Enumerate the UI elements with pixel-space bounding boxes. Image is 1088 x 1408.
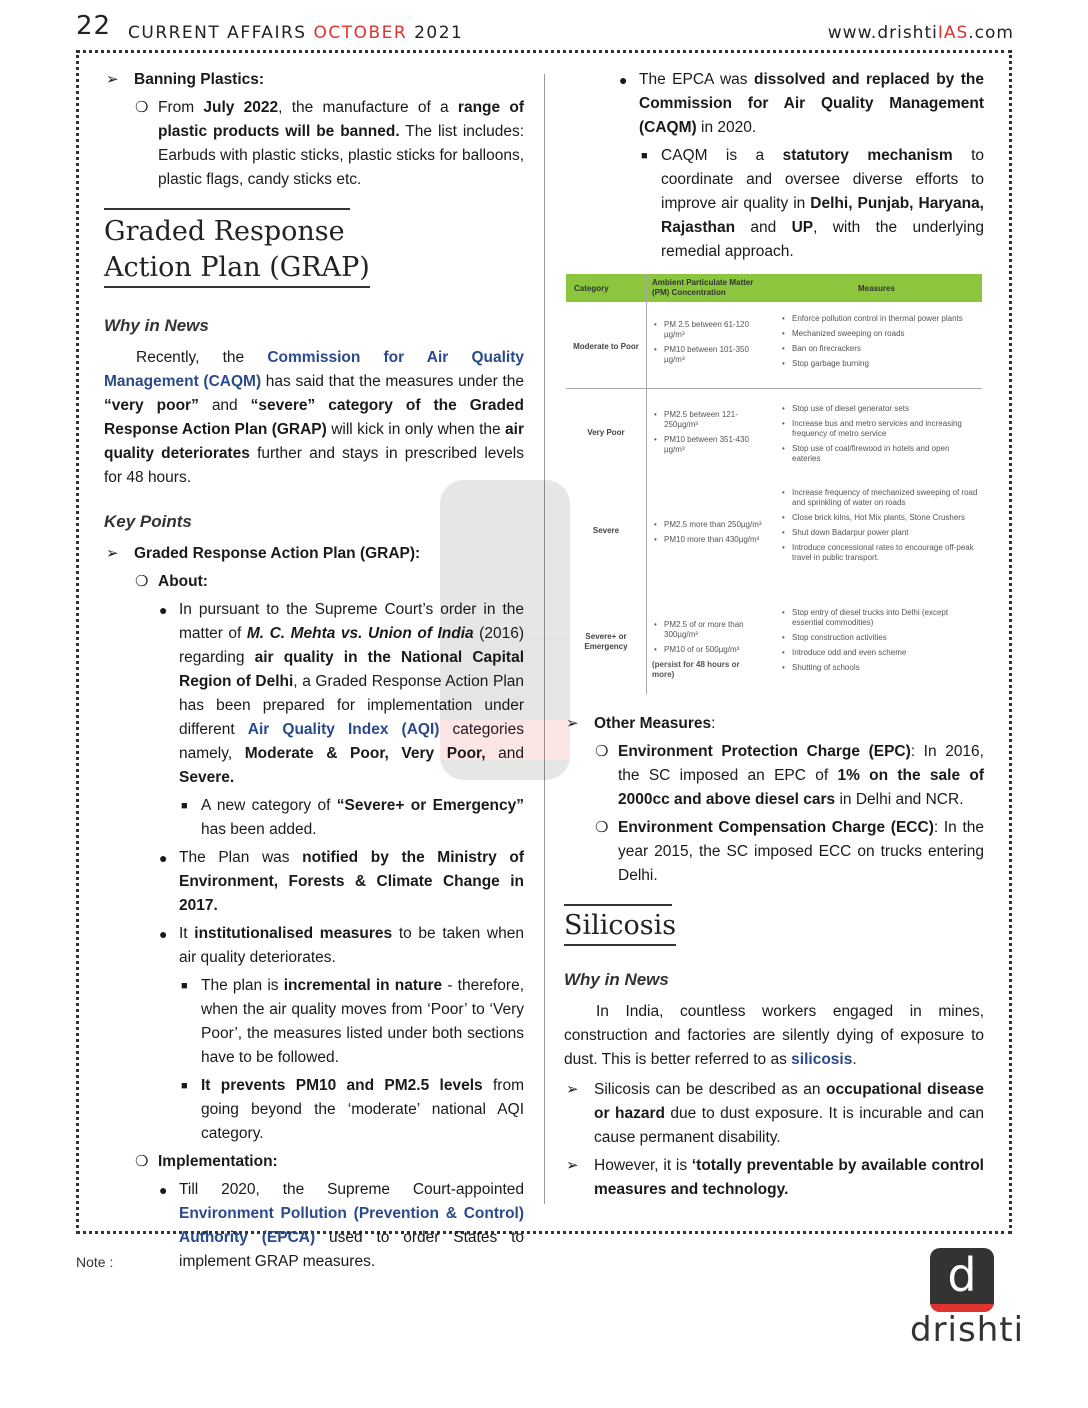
list-item: ● In pursuant to the Supreme Court’s order in the matter of M. C. Mehta vs. Union of India (2016) regarding air quality in the National Capital Region of Delhi, a Graded Response Action Plan has been prepared for implementation under different Air Quality Index (AQI) categories namely, Moderate & Poor, Very Poor, and Severe. (104, 598, 524, 790)
arrow-bullet-icon: ➢ (106, 545, 119, 562)
table-header-category: Category (574, 284, 609, 293)
column-divider (544, 74, 545, 1204)
table-row: Severe • PM2.5 more than 250µg/m³ • PM10 more than 430µg/m³ • Increase frequency of mechanized sweeping of road and sprinkling of water on roads • Close brick kilns, Hot Mix plants, Stone Crushers • Shut down Badarpur power plant • Introduce concessional rates to encourage off-peak travel in public transport. (566, 488, 982, 578)
why-in-news-paragraph: In India, countless workers engaged in mines, construction and factories are silently dying of exposure to dust. This is better referred to as silicosis. (564, 1003, 984, 1068)
table-header-measures: Measures (858, 284, 895, 293)
note-label: Note : (76, 1254, 114, 1270)
section-rule (104, 208, 350, 210)
circle-bullet-icon: ❍ (595, 743, 609, 760)
list-item: ➢ Banning Plastics: (104, 68, 524, 92)
why-in-news-heading: Why in News (564, 970, 669, 989)
list-item: ■ It prevents PM10 and PM2.5 levels from going beyond the ‘moderate’ national AQI category. (104, 1074, 524, 1146)
arrow-bullet-icon: ➢ (566, 1157, 579, 1174)
grap-table (566, 274, 982, 694)
list-item: ● Till 2020, the Supreme Court-appointed Environment Pollution (Prevention & Control) Authority (EPCA) used to order States to implement GRAP measures. (104, 1178, 524, 1274)
drishti-logo-icon[interactable]: d (930, 1248, 994, 1312)
circle-bullet-icon: ❍ (135, 573, 149, 590)
list-item: ■ The plan is incremental in nature - therefore, when the air quality moves from ‘Poor’ to ‘Very Poor’, the measures listed under both sections have to be followed. (104, 974, 524, 1070)
arrow-bullet-icon: ➢ (566, 715, 579, 732)
table-row: Moderate to Poor • PM 2.5 between 61-120 µg/m³ • PM10 between 101-350 µg/m³ • Enforce pollution control in thermal power plants • Mechanized sweeping on roads • Ban on firecrackers • Stop garbage burning (566, 314, 982, 388)
square-bullet-icon: ■ (641, 150, 648, 162)
circle-bullet-icon: ❍ (135, 1153, 149, 1170)
key-points-heading: Key Points (104, 512, 192, 531)
table-row: Very Poor • PM2.5 between 121-250µg/m³ • PM10 between 351-430 µg/m³ • Stop use of diesel generator sets • Increase bus and metro services and increasing frequency of metro service • Stop use of coal/firewood in hotels and open eateries (566, 404, 982, 476)
square-bullet-icon: ■ (181, 1080, 188, 1092)
square-bullet-icon: ■ (181, 800, 188, 812)
dot-bullet-icon: ● (159, 926, 168, 942)
list-item: ● The EPCA was dissolved and replaced by the Commission for Air Quality Management (CAQM) in 2020. (564, 68, 984, 140)
list-item: ➢ Graded Response Action Plan (GRAP): (104, 542, 524, 566)
dot-bullet-icon: ● (159, 1182, 168, 1198)
list-item: ● The Plan was notified by the Ministry of Environment, Forests & Climate Change in 2017. (104, 846, 524, 918)
right-column-top (564, 68, 984, 268)
arrow-bullet-icon: ➢ (106, 71, 119, 88)
list-item: ➢ However, it is ‘totally preventable by available control measures and technology. (564, 1154, 984, 1202)
page-header (74, 11, 1014, 44)
right-column-bottom (564, 712, 984, 1206)
section-title-grap: Graded Response Action Plan (GRAP) (104, 214, 524, 288)
table-row: Severe+ or Emergency • PM2.5 of or more than 300µg/m³ • PM10 of or 500µg/m³ (persist for 48 hours or more) • Stop entry of diesel trucks into Delhi (except essential commodities) • Stop construction activities • Introduce odd and even scheme • Shutting of schools (566, 608, 982, 692)
list-item: ■ CAQM is a statutory mechanism to coordinate and oversee diverse efforts to improve air quality in Delhi, Punjab, Haryana, Rajasthan and UP, with the underlying remedial approach. (564, 144, 984, 264)
left-column (104, 68, 524, 1278)
why-in-news-paragraph: Recently, the Commission for Air Quality Management (CAQM) has said that the measures under the “very poor” and “severe” category of the Graded Response Action Plan (GRAP) will kick in only when the air quality deteriorates further and stays in prescribed levels for 48 hours. (104, 349, 525, 486)
dot-bullet-icon: ● (159, 602, 168, 618)
arrow-bullet-icon: ➢ (566, 1081, 579, 1098)
square-bullet-icon: ■ (181, 980, 188, 992)
list-item: ❍ Implementation: (104, 1150, 524, 1174)
list-item: ❍ Environment Compensation Charge (ECC): In the year 2015, the SC imposed ECC on trucks entering Delhi. (564, 816, 984, 888)
header-website[interactable]: www.drishtiIAS.com (827, 23, 1014, 43)
drishti-brand-text: drishti (910, 1310, 1025, 1350)
list-item: ❍ About: (104, 570, 524, 594)
table-header (566, 274, 982, 302)
dot-bullet-icon: ● (159, 850, 168, 866)
section-rule (564, 904, 672, 906)
table-header-pm: Ambient Particulate Matter (PM) Concentration (652, 278, 754, 297)
circle-bullet-icon: ❍ (595, 819, 609, 836)
section-title-silicosis: Silicosis (564, 908, 984, 946)
page-number: 22 (76, 11, 112, 41)
why-in-news-heading: Why in News (104, 316, 209, 335)
dot-bullet-icon: ● (619, 72, 628, 88)
list-item: ● It institutionalised measures to be taken when air quality deteriorates. (104, 922, 524, 970)
list-item: ➢ Silicosis can be described as an occupational disease or hazard due to dust exposure. It is incurable and can cause permanent disability. (564, 1078, 984, 1150)
list-item: ❍ Environment Protection Charge (EPC): In 2016, the SC imposed an EPC of 1% on the sale of 2000cc and above diesel cars in Delhi and NCR. (564, 740, 984, 812)
list-item: ■ A new category of “Severe+ or Emergency” has been added. (104, 794, 524, 842)
header-title: CURRENT AFFAIRS OCTOBER 2021 (128, 23, 464, 43)
list-item: ➢ Other Measures: (564, 712, 984, 736)
circle-bullet-icon: ❍ (135, 99, 149, 116)
list-item: ❍ From July 2022, the manufacture of a range of plastic products will be banned. The list includes: Earbuds with plastic sticks, plastic sticks for balloons, plastic flags, candy sticks etc. (104, 96, 524, 192)
